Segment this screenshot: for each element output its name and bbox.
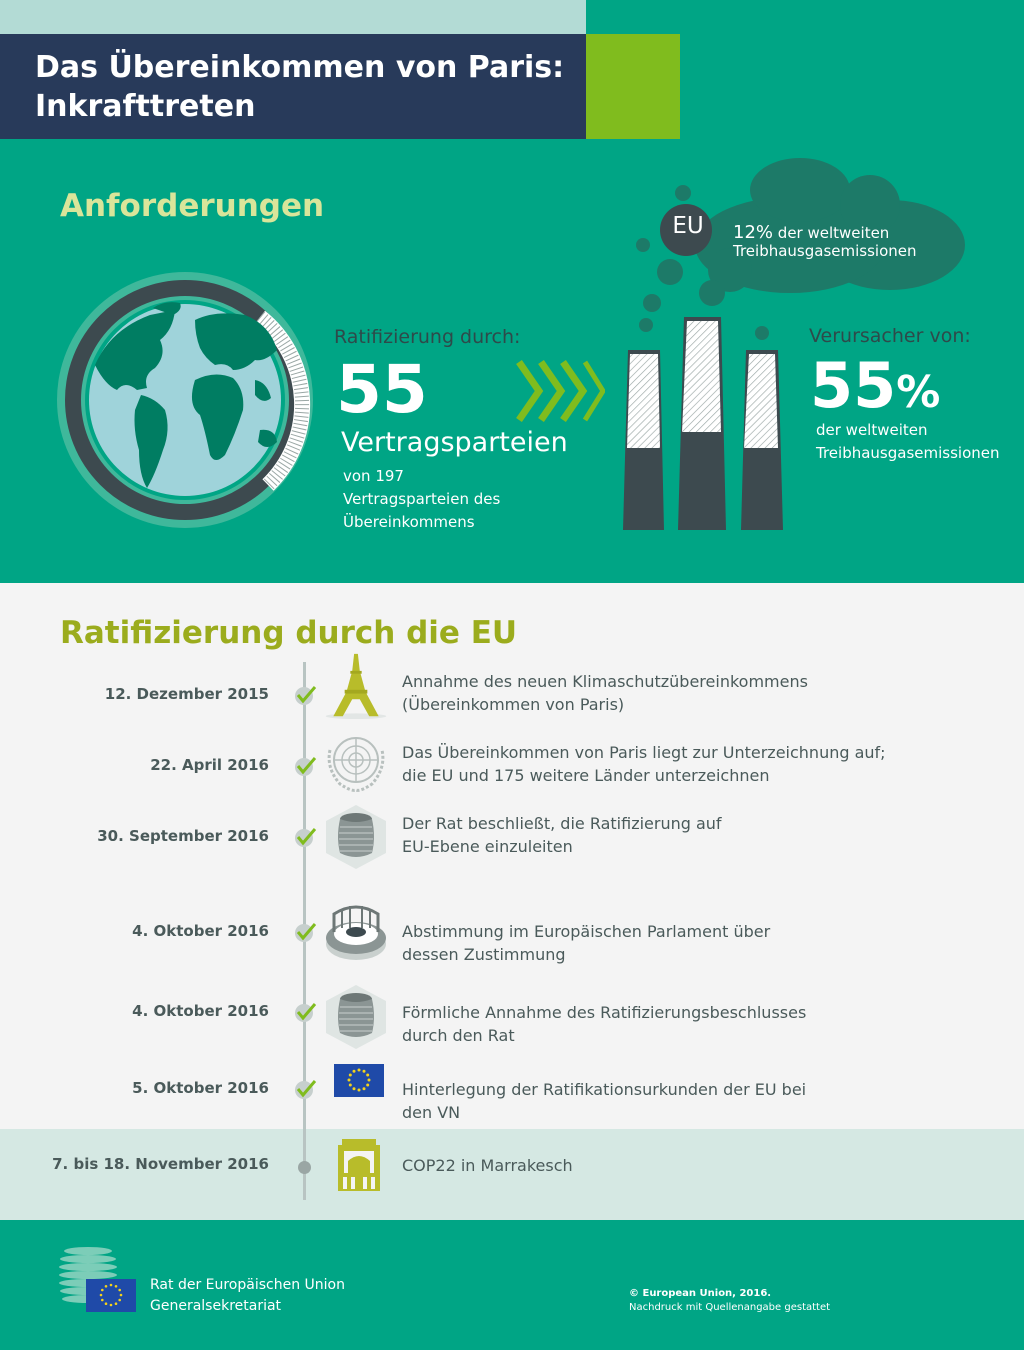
timeline-description-line: EU-Ebene einzuleiten xyxy=(402,837,573,856)
timeline-description-line: (Übereinkommen von Paris) xyxy=(402,695,625,714)
footer-organization xyxy=(150,1275,345,1317)
timeline-description xyxy=(402,920,942,966)
timeline-description-line: Hinterlegung der Ratifikationsurkunden der EU bei xyxy=(402,1080,807,1099)
footer-copyright xyxy=(629,1287,830,1315)
timeline-description-line: Annahme des neuen Klimaschutzübereinkommens xyxy=(402,672,808,691)
checkmark-icon xyxy=(293,920,317,944)
timeline-date: 4. Oktober 2016 xyxy=(132,922,269,940)
eu-share-text-1: der weltweiten xyxy=(777,224,890,242)
emitter-pct-sign: % xyxy=(896,367,941,418)
parties-subtext xyxy=(343,465,583,534)
timeline-description xyxy=(402,1001,942,1047)
eu-share-pct: 12% xyxy=(733,222,774,243)
council-building-icon xyxy=(322,983,390,1051)
checkmark-icon xyxy=(293,1000,317,1024)
timeline-description-line: COP22 in Marrakesch xyxy=(402,1156,573,1175)
timeline-description-line: die EU und 175 weitere Länder unterzeichnen xyxy=(402,766,770,785)
timeline-dot xyxy=(298,1161,311,1174)
checkmark-icon xyxy=(293,1077,317,1101)
timeline-description-line: durch den Rat xyxy=(402,1026,515,1045)
eu-share-text-2: Treibhausgasemissionen xyxy=(733,242,917,260)
footer-org-line2: Generalsekretariat xyxy=(150,1298,282,1314)
chevron-right-icon xyxy=(515,358,605,424)
council-building-icon xyxy=(322,803,390,871)
un-emblem-icon xyxy=(322,728,390,796)
page-title-line2: Inkrafttreten xyxy=(35,89,256,124)
timeline-description xyxy=(402,1154,942,1177)
council-logo-icon xyxy=(58,1245,138,1315)
parties-subtext-line: von 197 xyxy=(343,467,404,485)
timeline-description-line: Das Übereinkommen von Paris liegt zur Unterzeichnung auf; xyxy=(402,743,886,762)
checkmark-icon xyxy=(293,683,317,707)
timeline-description-line: Förmliche Annahme des Ratifizierungsbeschlusses xyxy=(402,1003,807,1022)
timeline-date: 5. Oktober 2016 xyxy=(132,1079,269,1097)
timeline-date: 22. April 2016 xyxy=(150,756,269,774)
parties-subtext-line: Übereinkommens xyxy=(343,513,475,531)
parties-number: 55 xyxy=(336,351,428,428)
emitter-subtext-line: der weltweiten xyxy=(816,421,928,439)
timeline-description-line: den VN xyxy=(402,1103,461,1122)
emitter-subtext xyxy=(816,419,1000,465)
eu-flag-icon xyxy=(333,1054,385,1106)
requirements-heading: Anforderungen xyxy=(60,188,325,224)
eu-badge: EU xyxy=(672,213,704,239)
timeline-description xyxy=(402,1078,942,1124)
marrakesh-gate-icon xyxy=(334,1135,384,1195)
globe-icon xyxy=(55,270,315,530)
copyright-line: © European Union, 2016. xyxy=(629,1288,772,1299)
eiffel-tower-icon xyxy=(322,652,390,720)
timeline-date: 30. September 2016 xyxy=(97,827,269,845)
reprint-line: Nachdruck mit Quellenangabe gestattet xyxy=(629,1302,831,1313)
timeline-heading: Ratifizierung durch die EU xyxy=(60,615,518,651)
timeline-description xyxy=(402,812,942,858)
timeline-date: 4. Oktober 2016 xyxy=(132,1002,269,1020)
parties-subtext-line: Vertragsparteien des xyxy=(343,490,501,508)
footer-org-line1: Rat der Europäischen Union xyxy=(150,1277,345,1293)
emitter-subtext-line: Treibhausgasemissionen xyxy=(816,444,1000,462)
page-title xyxy=(0,34,586,139)
parliament-building-icon xyxy=(322,898,390,966)
checkmark-icon xyxy=(293,754,317,778)
header-accent-square xyxy=(586,34,680,139)
timeline-description-line: Der Rat beschließt, die Ratifizierung auf xyxy=(402,814,722,833)
timeline-description xyxy=(402,741,942,787)
ratification-label: Ratifizierung durch: xyxy=(334,326,521,348)
timeline-description-line: Abstimmung im Europäischen Parlament über xyxy=(402,922,771,941)
header-top-band xyxy=(0,0,586,34)
emitter-label: Verursacher von: xyxy=(809,325,971,347)
emitter-number-value: 55 xyxy=(810,349,897,422)
parties-label: Vertragsparteien xyxy=(341,427,568,458)
timeline-description-line: dessen Zustimmung xyxy=(402,945,566,964)
page-title-line1: Das Übereinkommen von Paris: xyxy=(35,50,565,85)
timeline-description xyxy=(402,670,942,716)
eu-share-text xyxy=(733,224,917,260)
timeline-date: 7. bis 18. November 2016 xyxy=(52,1155,269,1173)
timeline-date: 12. Dezember 2015 xyxy=(104,685,269,703)
checkmark-icon xyxy=(293,825,317,849)
